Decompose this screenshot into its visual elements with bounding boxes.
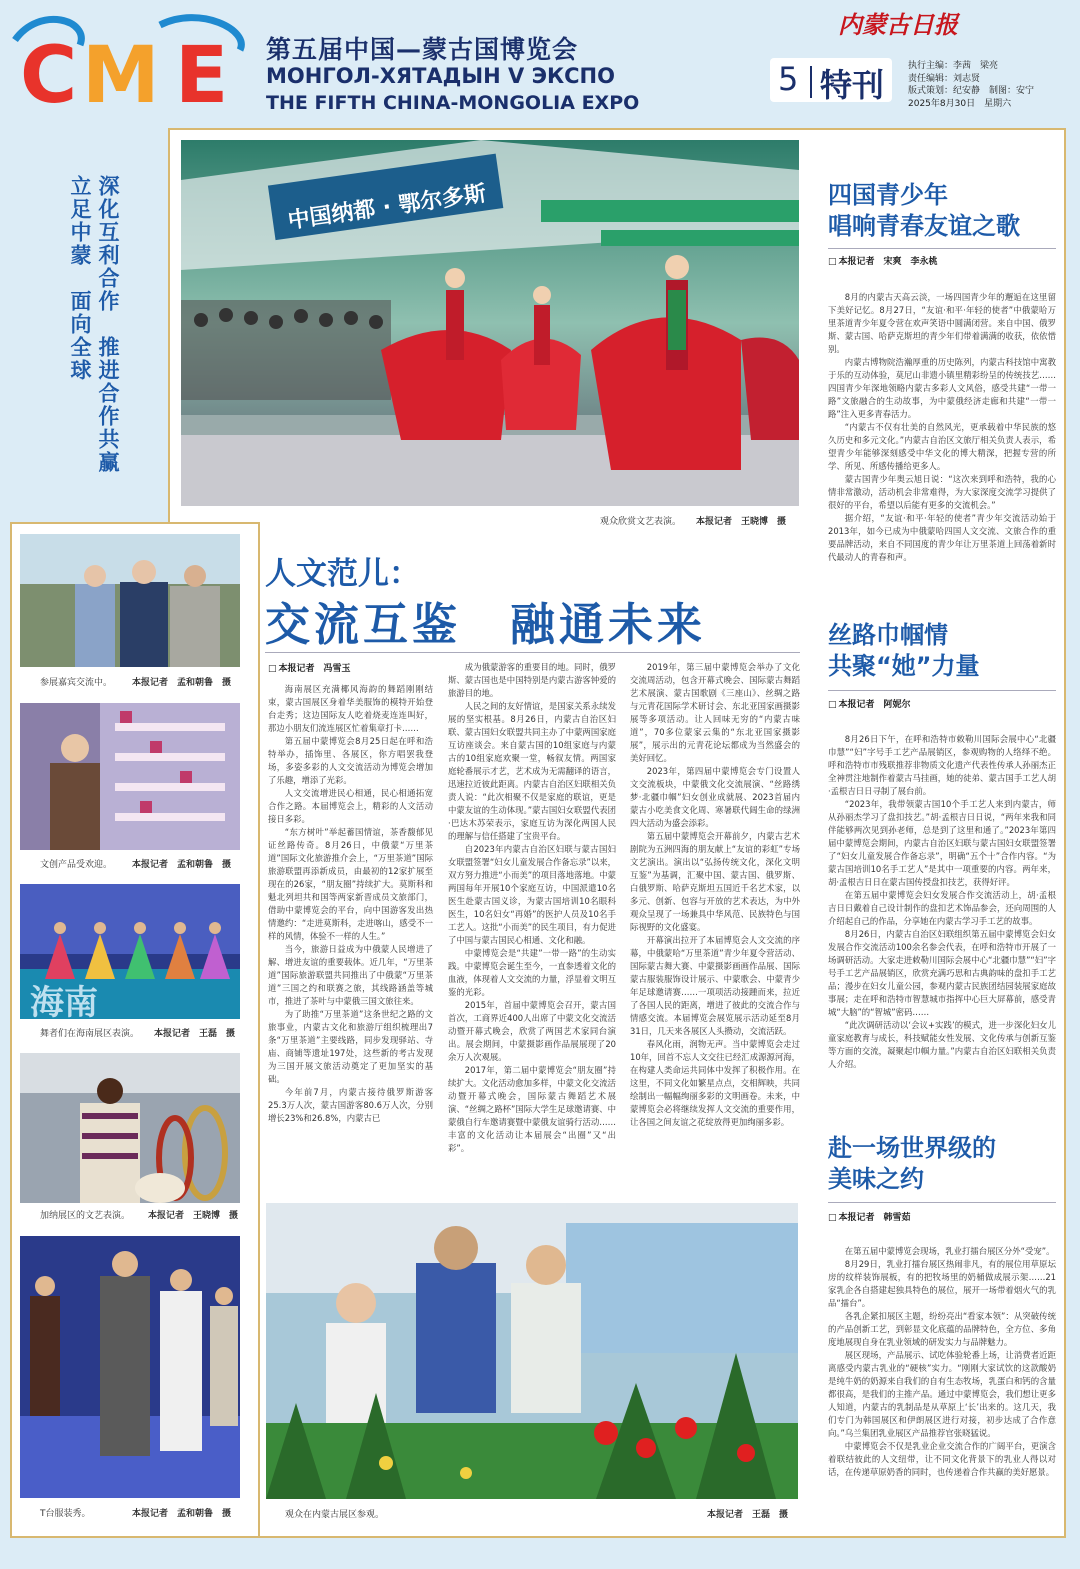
side-photo-ghana-performance [20,1053,240,1203]
page-number: 5 [778,60,799,98]
side-article-1-headline: 四国青少年 唱响青春友谊之歌 [828,181,1020,240]
top-photo-caption: 观众欣赏文艺表演。 [600,517,682,527]
slogan-line-1: 深化互利合作 推进合作共赢 [96,175,120,474]
side-photo-fashion-show [20,1236,240,1498]
bottom-photo-credit: 本报记者 王磊 摄 [707,1510,789,1520]
main-article-column-1: 海南展区充满椰风海韵的舞蹈刚刚结束，蒙古国展区身着华美服饰的模特开始登台走秀；这边国际友人吃着烧麦连连叫好，那边小朋友们流连展区忙着集章打卡…… 第五届中蒙博览会8月25日起在呼和浩特举办，插饰里、各展区，你方唱罢我登场，多姿多彩的人文交流活动为博览会增加了乐趣，增添了光彩。 人文交流增进民心相通，民心相通拓宽合作之路。本届博览会上，精彩的人文活动接日多彩。 “东方树叶”举起蓄国情谊，茶香馥郁见证丝路传奇。8月26日，中俄蒙“万里茶道”国际文化旅游推介会上，“万里茶道”国际旅游联盟再添新成员，由最初的12家扩展至现在的26家，“朋友圈”持续扩大。莫斯科和魁北列坦共和国等两家新晋成员文旅部门，借助中蒙博览会的平台，向中国游客发出热情邀约：“走进莫斯科，走进喀山，感受不一样的风情，体验不一样的人生。” 当今，旅游日益成为中俄蒙人民增进了解、增进友谊的重要载体。近几年，“万里茶道”国际旅游联盟共同推出了中俄蒙“万里茶道”三国之约和联赛之旅，其线路涵盖等城市，推进了茶叶与中蒙俄三国文旅往来。 为了助推“万里茶道”这条世纪之路的文旅事业，内蒙古文化和旅游厅组织梳理出7条“万里茶道”主要线路，同步发现驿站、寺庙、商铺等遗址197处，这些新的考古发现为三国开展文旅活动奠定了更加坚实的基础。 今年前7月，内蒙古接待俄罗斯游客25.3万人次，蒙古国游客80.6万人次，分别增长23%和26.8%，内蒙古已 [268,684,433,1123]
side-article-3-divider [828,1202,1056,1203]
expo-title-cn: 第五届中国—蒙古国博览会 [266,35,579,64]
side-article-3-byline: □ 本报记者 韩雪茹 [828,1210,911,1223]
page-label: 特刊 [820,66,885,104]
main-article-column-3: 2019年，第三届中蒙博览会举办了文化交流周活动，包含开幕式晚会、国际蒙古舞蹈艺术展演、蒙古国歌剧《三座山》、丝绸之路与元青花国际学术研讨会、东北亚国家画摄影展等多项活动。让人回味无穷的“内蒙古味道”，70多位蒙家云集的“东北亚国家摄影展”，展示出的元青花论坛都成为当然盛会的美好回忆。 2023年，第四届中蒙博览会专门设置人文交流板块，中蒙俄文化交流展演、“丝路绣梦·北疆巾帼”妇女创业成就展、2023首届内蒙古小吃美食文化周、寒暑联代阔生命的绿洲四大活动为盛会添彩。 第五届中蒙博览会开幕前夕，内蒙古艺术剧院为五洲四海的朋友献上“友谊的彩虹”专场文艺演出。演出以“弘扬传统文化，深化文明互鉴”为基调，汇聚中国、蒙古国、俄罗斯、白俄罗斯、哈萨克斯坦五国近千名艺术家，以多元、创新、包容与开放的艺术表达，为中外观众呈现了一场兼具中华风范、民族特色与国际视野的文化盛宴。 开幕演出拉开了本届博览会人文交流的序幕，中俄蒙哈“万里茶道”青少年夏令营活动、国际蒙古舞大赛、中蒙摄影画画作品展、国际蒙古服装服饰设计展示、中蒙歌会、中蒙青少年足球邀请赛……一项项活动接踵而来，拉近了各国人民的距离，增进了彼此的交流合作与情感交流。本届博览会展览展示活动延至8月31日，几天来各展区人头攒动，交流活跃。 春风化雨，润物无声。当中蒙博览会走过10年，回首不忘人文交往已经汇成源源河海，在构建人类命运共同体中发挥了积极作用。在这里，不同文化如繁星点点，交相辉映，共同绘制出一幅幅绚丽多彩的文明画卷。未来，中蒙博览会必将继续发挥人文交流的重要作用，让各国之间友谊之花绽放得更加绚丽多彩。 [630,662,800,1127]
side-article-3-headline: 赴一场世界级的 美味之约 [828,1134,996,1193]
side-photo-3-caption: 舞者们在海南展区表演。 [40,1029,140,1039]
main-byline: □ 本报记者 冯雪玉 [268,661,351,674]
editor-credits: 执行主编：李茜 梁亮 责任编辑：刘志贤 版式策划：纪安静 制图：安宁 2025年8月30日 星期六 [908,61,1035,109]
page-separator [810,66,812,98]
expo-title-en: THE FIFTH CHINA-MONGOLIA EXPO [266,92,640,114]
side-photo-3-credit: 本报记者 王磊 摄 [154,1029,236,1039]
side-article-2-body: 8月26日下午，在呼和浩特市敕勒川国际会展中心“北疆巾慧”“妇”字号手工艺产品展销区，参观购物的人络绎不绝。呼和浩特市市残联推荐非物质文化遗产代表性传承人孙丽杰正全神贯注地制作着蒙古马挂画，她的徒弟、蒙古国手工艺人胡·孟根吉日日寻制了展台前。 “2023年，我带领蒙古国10个手工艺人来到内蒙古，师从孙丽杰学习了盘扣技艺。”胡·孟根吉日日说，“两年来我和同伴能够两次见到孙老师，总是到了这里和通了。”2023年第四届中蒙博览会期间，内蒙古自治区妇联与蒙古国妇女联盟签署了“妇女儿童发展合作备忘录”，明确“五个十”合作内容。“为蒙古国培训10名手工艺人”是其中一项重要的内容。两年来，胡·孟根吉日日在蒙古国传授盘扣技艺，获得好评。 在第五届中蒙博览会妇女发展合作交流活动上，胡·孟根吉日日戴着自己设计制作的盘扣艺术饰品参会，还向周围的人介绍起自己的作品，分享她在内蒙古学习手工艺的故事。 8月26日，内蒙古自治区妇联组织第五届中蒙博览会妇女发展合作交流活动100余名参会代表，在呼和浩特市开展了一场调研活动。大家走进敕勒川国际会展中心“北疆巾慧”“妇”字号手工艺产品展销区，欣赏充满巧思和古典韵味的盘扣手工艺品；漫步在妇女儿童公园，参观内蒙古民族团结园装展家庭故事展；走在呼和浩特市智慧城市指挥中心巨大屏幕前，感受青城“大脑”的“智城”密码…… “此次调研活动以‘会议+实践’的模式，进一步深化妇女儿童家庭教育与成长，科技赋能女性发展、文化传承与创新互鉴等方面的交流，凝聚起巾帼力量。”内蒙古自治区妇联相关负责人介绍。 [828,734,1056,1069]
side-photo-4-caption: 加纳展区的文艺表演。 [40,1211,131,1221]
main-headline-divider [265,652,800,653]
svg-text:中国纳都 · 鄂尔多斯: 中国纳都 · 鄂尔多斯 [286,181,488,235]
side-photo-2-caption: 文创产品受欢迎。 [40,860,113,870]
side-article-2-byline: □ 本报记者 阿妮尔 [828,697,911,710]
side-photo-1-credit: 本报记者 孟和朝鲁 摄 [132,678,232,688]
newspaper-masthead: 内蒙古日报 [838,10,958,39]
main-headline: 交流互鉴 融通未来 [265,598,707,651]
svg-text:海南: 海南 [30,983,98,1019]
side-article-1-byline: □ 本报记者 宋爽 李永桃 [828,254,938,267]
expo-title-mn: МОНГОЛ-ХЯТАДЫН V ЭКСПО [266,64,615,88]
svg-text:C: C [20,31,78,110]
side-photo-guests [20,534,240,667]
side-photo-2-credit: 本报记者 孟和朝鲁 摄 [132,860,232,870]
side-photo-cultural-products [20,703,240,850]
main-article-column-2: 成为俄蒙游客的重要目的地。同时，俄罗斯、蒙古国也是中国特别是内蒙古游客钟爱的旅游目的地。 人民之间的友好情谊，是国家关系永续发展的坚实根基。8月26日，内蒙古自治区妇联、蒙古国妇女联盟共同主办了中蒙两国家庭互访座谈会。来自蒙古国的10组家庭与内蒙古的10组家庭欢聚一堂，畅叙友情。两国家庭轮番展示才艺，艺术成为无需翻译的语言，迅速拉近彼此距离。内蒙古自治区妇联相关负责人说：“此次相聚不仅是家庭的联谊，更是中蒙友谊的生动体现。”蒙古国妇女联盟代表团·巴达木苏荣表示，家庭互访为深化两国人民的理解与信任搭建了宝贵平台。 自2023年内蒙古自治区妇联与蒙古国妇女联盟签署“妇女儿童发展合作备忘录”以来，双方努力推进“小而美”的项目落地落地。中蒙两国每年开展10个家庭互访，中国派遣10名医生赴蒙古国义诊，为蒙古国培训10名眼科医生，10名妇女“再婚”的医护人员及10名手工艺人。这批“小而美”的民生项目，有力促进了中国与蒙古国民心相通、文化和融。 中蒙博览会是“共建”一带一路”的生动实践。中蒙博览会诞生至今，一直参透着文化的血液，体现着人文交流的力量，浮显着文明互鉴的光彩。 2015年，首届中蒙博览会召开，蒙古国首次，工商界近400人出席了中蒙文化交流活动暨开幕式晚会，欣赏了两国艺术家同台演出。展会期间，中蒙摄影画作品展展现了20余万人次观展。 2017年，第二届中蒙博览会“朋友圈”持续扩大。文化活动愈加多样，中蒙文化交流活动暨开幕式晚会，国际蒙古舞蹈艺术展演、“丝绸之路杯”国际大学生足球邀请赛、中蒙俄自行车邀请赛暨中蒙俄友谊骑行活动……丰富的文化活动让本届展会“出圈”又“出彩”。 [448,662,616,1153]
side-photo-5-credit: 本报记者 孟和朝鲁 摄 [132,1509,232,1519]
side-article-3-body: 在第五届中蒙博览会现场，乳业打擂台展区分外“受宠”。 8月29日，乳业打擂台展区热闹非凡，有的展位用草原坛房的纹样装饰展板，有的把牧场里的奶桶做成展示架……21家乳企各自搭建起独具特色的展位，展开一场带着烟火气的乳品“擂台”。 各乳企紧扣展区主题，纷纷亮出“看家本领”：从突破传统的产品创新工艺，到彰显文化底蕴的品牌特色，全方位、多角度地展现自身在乳业领域的研发实力与品牌魅力。 展区现场，产品展示、试吃体验轮番上场，让消费者近距离感受内蒙古乳业的“硬核”实力。“刚刚大家试饮的这款酸奶是纯牛奶的奶源来自我们的自有生态牧场，乳蛋白和钙的含量都很高，是我们的主推产品。通过中蒙博览会，我们想让更多人知道，内蒙古的乳制品是从草原上‘长’出来的。这几天，我们专门为韩国展区和伊朗展区进行对接，初步达成了合作意向。”乌兰集团乳业展区产品推荐官张晓猛说。 中蒙博览会不仅是乳业企业交流合作的广阔平台，更演含着联结彼此的人文纽带，让不同文化背景下的乳业人得以对话，在传递草原奶香的同时，也传递着合作共赢的美好愿景。 [828,1246,1056,1477]
svg-text:M: M [82,31,160,110]
side-photo-hainan-dancers [20,884,240,1019]
bottom-photo-visitors [266,1203,798,1499]
side-article-2-headline: 丝路巾帼情 共聚“她”力量 [828,621,980,680]
main-headline-kicker: 人文范儿： [265,556,420,592]
side-photo-4-credit: 本报记者 王晓博 摄 [148,1211,239,1221]
side-article-1-body: 8月的内蒙古天高云淡，一场四国青少年的邂逅在这里留下美好记忆。8月27日，“友谊·和平·年轻的使者”中俄蒙哈万里茶道青少年夏令营在欢声笑语中圆满闭营。来自中国、俄罗斯、蒙古国、哈萨克斯坦的青少年们带着满满的收获，依依惜别。 内蒙古博物院浩瀚厚重的历史陈列，内蒙古科技馆中寓教于乐的互动体验，莫尼山非遗小镇里精彩纷呈的传统技艺……四国青少年深地领略内蒙古多彩人文风俗，感受共建“一带一路”文旅融合的生动故事，为中蒙俄经济走廊和共建“一带一路”注入更多青春活力。 “内蒙古不仅有壮美的自然风光，更承载着中华民族的悠久历史和多元文化。”内蒙古自治区文旅厅相关负责人表示，希望青少年能够深刻感受中华文化的博大精深，把握专营的所学、所见、所感传播给更多人。 蒙古国青少年奥云旭日说：“这次来到呼和浩特，我的心情非常激动，活动机会非常难得，为大家深度交流学习提供了很好的平台，希望以后能有更多的交流机会。” 据介绍，“友谊·和平·年轻的使者”青少年交流活动始于2013年，如今已成为中俄蒙哈四国人文交流、文旅合作的重要品牌活动，来自不同国度的青少年让万里茶道上回荡着新时代最动人的青春和声。 [828,292,1056,562]
svg-text:E: E [175,31,229,110]
top-photo-performers [181,140,799,506]
side-photo-1-caption: 参展嘉宾交流中。 [40,678,113,688]
cme-logo [10,10,255,110]
side-article-1-divider [828,248,1056,249]
bottom-photo-caption: 观众在内蒙古展区参观。 [285,1510,385,1520]
side-photo-5-caption: T台服装秀。 [40,1509,91,1519]
slogan-line-2: 立足中蒙 面向全球 [68,175,92,382]
side-article-2-divider [828,690,1056,691]
top-photo-credit: 本报记者 王晓博 摄 [696,517,787,527]
